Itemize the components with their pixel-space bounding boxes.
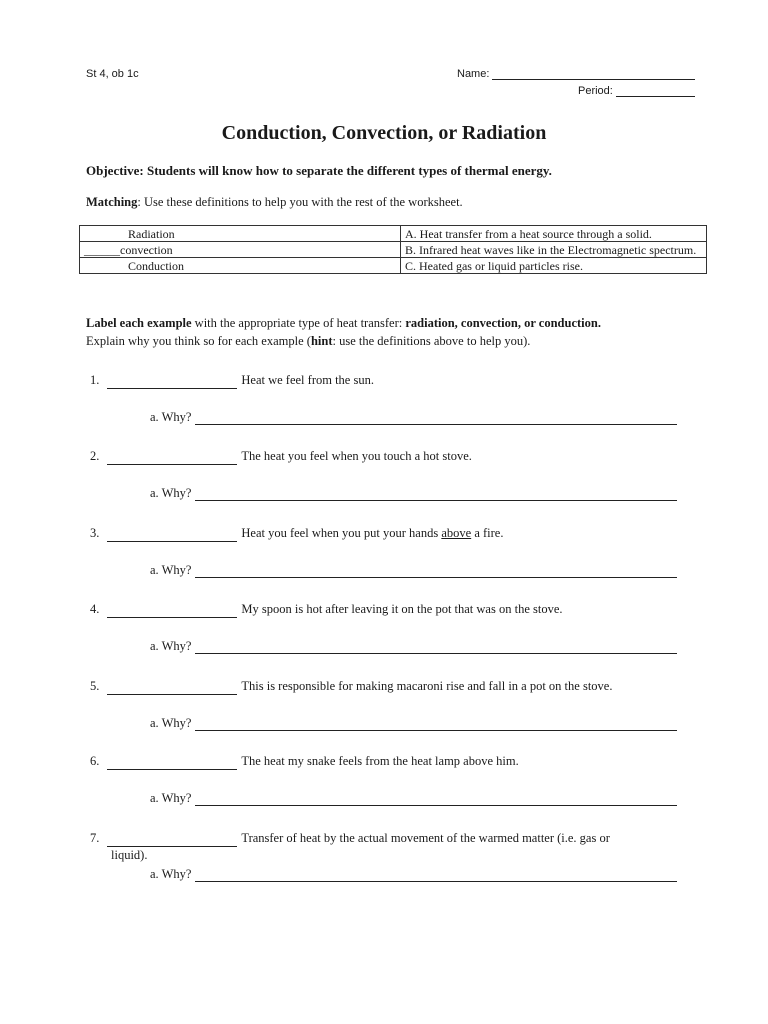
question-number: 3. <box>90 526 100 540</box>
question-text: Transfer of heat by the actual movement of the warmed matter (i.e. gas or <box>241 831 610 845</box>
definition-cell: C. Heated gas or liquid particles rise. <box>401 258 707 274</box>
answer-blank[interactable] <box>107 682 237 695</box>
question-6 <box>90 752 519 770</box>
question-4 <box>90 600 563 618</box>
question-text: My spoon is hot after leaving it on the pot that was on the stove. <box>241 602 563 616</box>
question-2 <box>90 447 472 465</box>
question-number: 7. <box>90 831 100 845</box>
question-text-part: Heat you feel when you put your hands <box>241 526 442 540</box>
definition-cell: B. Infrared heat waves like in the Electromagnetic spectrum. <box>401 242 707 258</box>
matching-table <box>79 225 707 274</box>
question-number: 6. <box>90 754 100 768</box>
why-label: a. Why? <box>150 410 192 424</box>
why-label: a. Why? <box>150 716 192 730</box>
why-label: a. Why? <box>150 639 192 653</box>
matching-instruction <box>86 195 463 210</box>
question-3 <box>90 524 503 542</box>
name-field[interactable] <box>457 68 695 80</box>
answer-blank[interactable] <box>107 834 237 847</box>
why-row-3 <box>150 563 677 578</box>
why-answer-line[interactable] <box>195 793 677 806</box>
why-answer-line[interactable] <box>195 565 677 578</box>
question-text: Heat we feel from the sun. <box>241 373 374 387</box>
why-answer-line[interactable] <box>195 718 677 731</box>
instruction-types: radiation, convection, or conduction. <box>405 316 601 330</box>
term-cell[interactable]: ______convection <box>80 242 401 258</box>
instruction-lead: Label each example <box>86 316 192 330</box>
question-text-part: a fire. <box>471 526 504 540</box>
objective: Objective: Students will know how to separate the different types of thermal energy. <box>86 163 552 178</box>
why-answer-line[interactable] <box>195 488 677 501</box>
name-label: Name: <box>457 68 490 80</box>
instruction-text: Explain why you think so for each example ( <box>86 334 311 348</box>
answer-blank[interactable] <box>107 376 237 389</box>
question-text: This is responsible for making macaroni rise and fall in a pot on the stove. <box>241 679 613 693</box>
question-number: 5. <box>90 679 100 693</box>
question-text: The heat my snake feels from the heat lamp above him. <box>241 754 519 768</box>
why-row-7 <box>150 867 677 882</box>
question-text <box>241 526 503 540</box>
answer-blank[interactable] <box>107 452 237 465</box>
why-answer-line[interactable] <box>195 641 677 654</box>
definition-cell: A. Heat transfer from a heat source through a solid. <box>401 226 707 242</box>
hint-label: hint <box>310 334 333 348</box>
period-field[interactable] <box>578 85 695 97</box>
why-label: a. Why? <box>150 486 192 500</box>
period-blank[interactable] <box>616 85 695 97</box>
table-row <box>80 258 707 274</box>
table-row <box>80 226 707 242</box>
question-number: 4. <box>90 602 100 616</box>
why-row-5 <box>150 716 677 731</box>
question-1 <box>90 371 374 389</box>
question-5 <box>90 677 612 695</box>
answer-blank[interactable] <box>107 757 237 770</box>
why-label: a. Why? <box>150 791 192 805</box>
answer-blank[interactable] <box>107 529 237 542</box>
underlined-word: above <box>441 526 472 540</box>
table-row <box>80 242 707 258</box>
instruction-text: : use the definitions above to help you). <box>332 334 531 348</box>
why-row-6 <box>150 791 677 806</box>
term-cell: Radiation <box>80 226 401 242</box>
worksheet-code: St 4, ob 1c <box>86 68 139 80</box>
instruction-text: with the appropriate type of heat transfer: <box>191 316 406 330</box>
answer-blank[interactable] <box>107 605 237 618</box>
why-row-1 <box>150 410 677 425</box>
label-instructions <box>86 314 601 350</box>
name-blank[interactable] <box>492 68 695 80</box>
why-answer-line[interactable] <box>195 869 677 882</box>
question-7-continuation: liquid). <box>111 848 148 862</box>
question-text: The heat you feel when you touch a hot stove. <box>241 449 472 463</box>
term-cell: Conduction <box>80 258 401 274</box>
matching-label: Matching <box>86 195 138 209</box>
why-answer-line[interactable] <box>195 412 677 425</box>
question-7 <box>90 829 610 847</box>
why-row-4 <box>150 639 677 654</box>
question-number: 2. <box>90 449 100 463</box>
why-label: a. Why? <box>150 867 192 881</box>
why-row-2 <box>150 486 677 501</box>
period-label: Period: <box>578 85 613 97</box>
question-number: 1. <box>90 373 100 387</box>
matching-text: : Use these definitions to help you with the rest of the worksheet. <box>137 195 463 209</box>
page-title: Conduction, Convection, or Radiation <box>221 122 547 144</box>
why-label: a. Why? <box>150 563 192 577</box>
